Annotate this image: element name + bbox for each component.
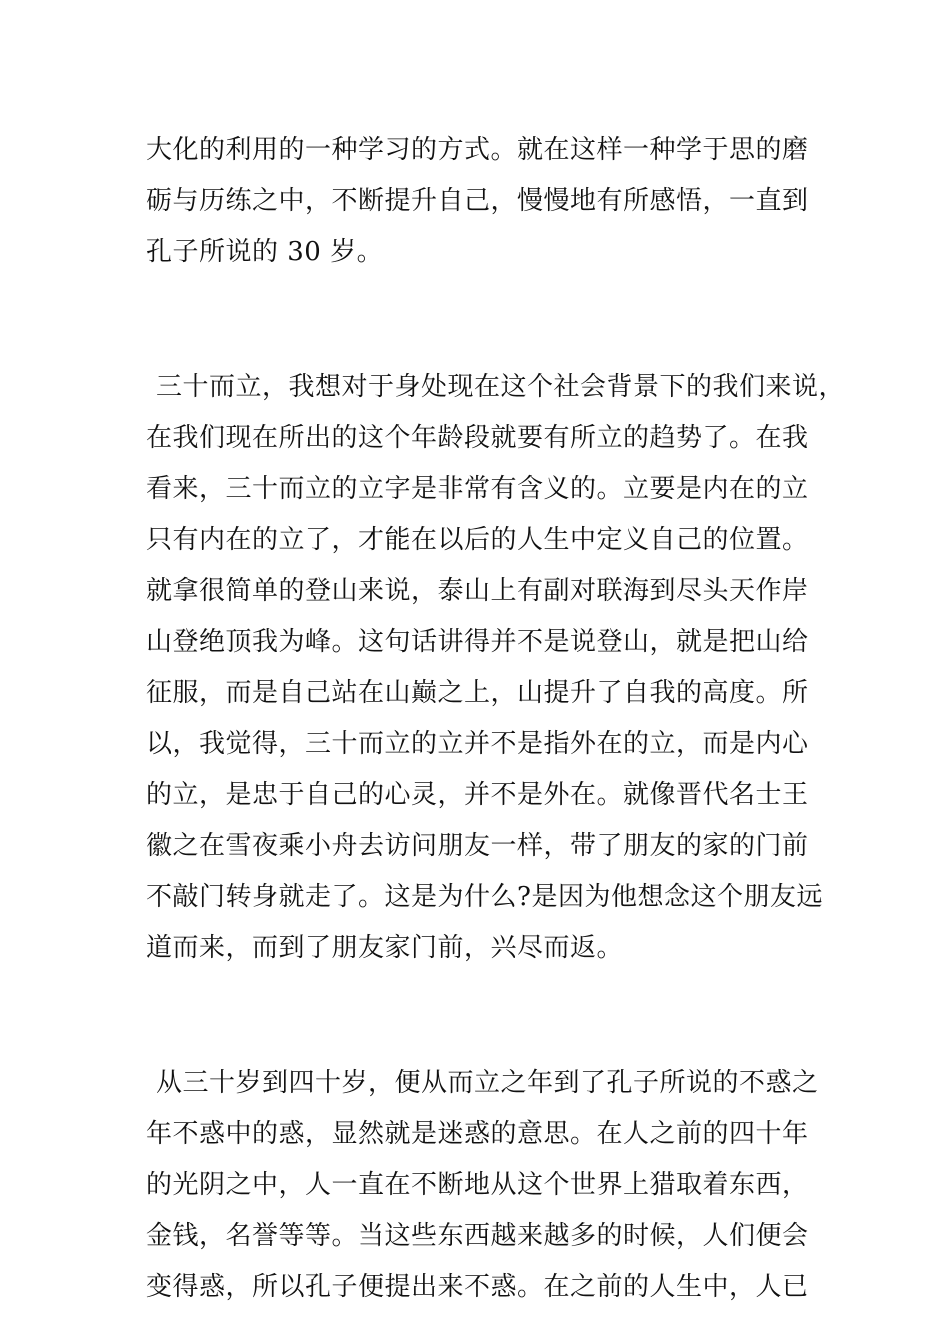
document-page — [146, 125, 846, 1313]
paragraph-1 — [146, 125, 836, 278]
text-line: 就拿很简单的登山来说，泰山上有副对联海到尽头天作岸 — [146, 576, 809, 606]
text-line: 只有内在的立了，才能在以后的人生中定义自己的位置。 — [146, 525, 809, 555]
paragraph-spacer — [146, 974, 836, 1058]
text-line: 的立，是忠于自己的心灵，并不是外在。就像晋代名士王 — [146, 780, 809, 810]
text-line: 在我们现在所出的这个年龄段就要有所立的趋势了。在我 — [146, 423, 809, 453]
paragraph-2 — [146, 362, 846, 974]
text-line: 以，我觉得，三十而立的立并不是指外在的立，而是内心 — [146, 729, 809, 759]
text-line: 三十而立，我想对于身处现在这个社会背景下的我们来说， — [156, 372, 846, 402]
paragraph-3 — [146, 1058, 836, 1313]
text-line: 年不惑中的惑，显然就是迷惑的意思。在人之前的四十年 — [146, 1119, 809, 1149]
text-line: 金钱，名誉等等。当这些东西越来越多的时候，人们便会 — [146, 1221, 809, 1251]
text-line: 孔子所说的 30 岁。 — [146, 237, 384, 267]
text-line: 大化的利用的一种学习的方式。就在这样一种学于思的磨 — [146, 135, 809, 165]
text-line: 看来，三十而立的立字是非常有含义的。立要是内在的立 — [146, 474, 809, 504]
text-line: 变得惑，所以孔子便提出来不惑。在之前的人生中，人已 — [146, 1272, 809, 1302]
text-line: 徽之在雪夜乘小舟去访问朋友一样，带了朋友的家的门前 — [146, 831, 809, 861]
text-line: 不敲门转身就走了。这是为什么?是因为他想念这个朋友远 — [146, 882, 823, 912]
text-line: 山登绝顶我为峰。这句话讲得并不是说登山，就是把山给 — [146, 627, 809, 657]
text-line: 的光阴之中，人一直在不断地从这个世界上猎取着东西， — [146, 1170, 809, 1200]
text-line: 征服，而是自己站在山巅之上，山提升了自我的高度。所 — [146, 678, 809, 708]
paragraph-spacer — [146, 278, 836, 362]
text-line: 从三十岁到四十岁，便从而立之年到了孔子所说的不惑之 — [156, 1068, 819, 1098]
text-line: 道而来，而到了朋友家门前，兴尽而返。 — [146, 933, 624, 963]
text-line: 砺与历练之中，不断提升自己，慢慢地有所感悟，一直到 — [146, 186, 809, 216]
